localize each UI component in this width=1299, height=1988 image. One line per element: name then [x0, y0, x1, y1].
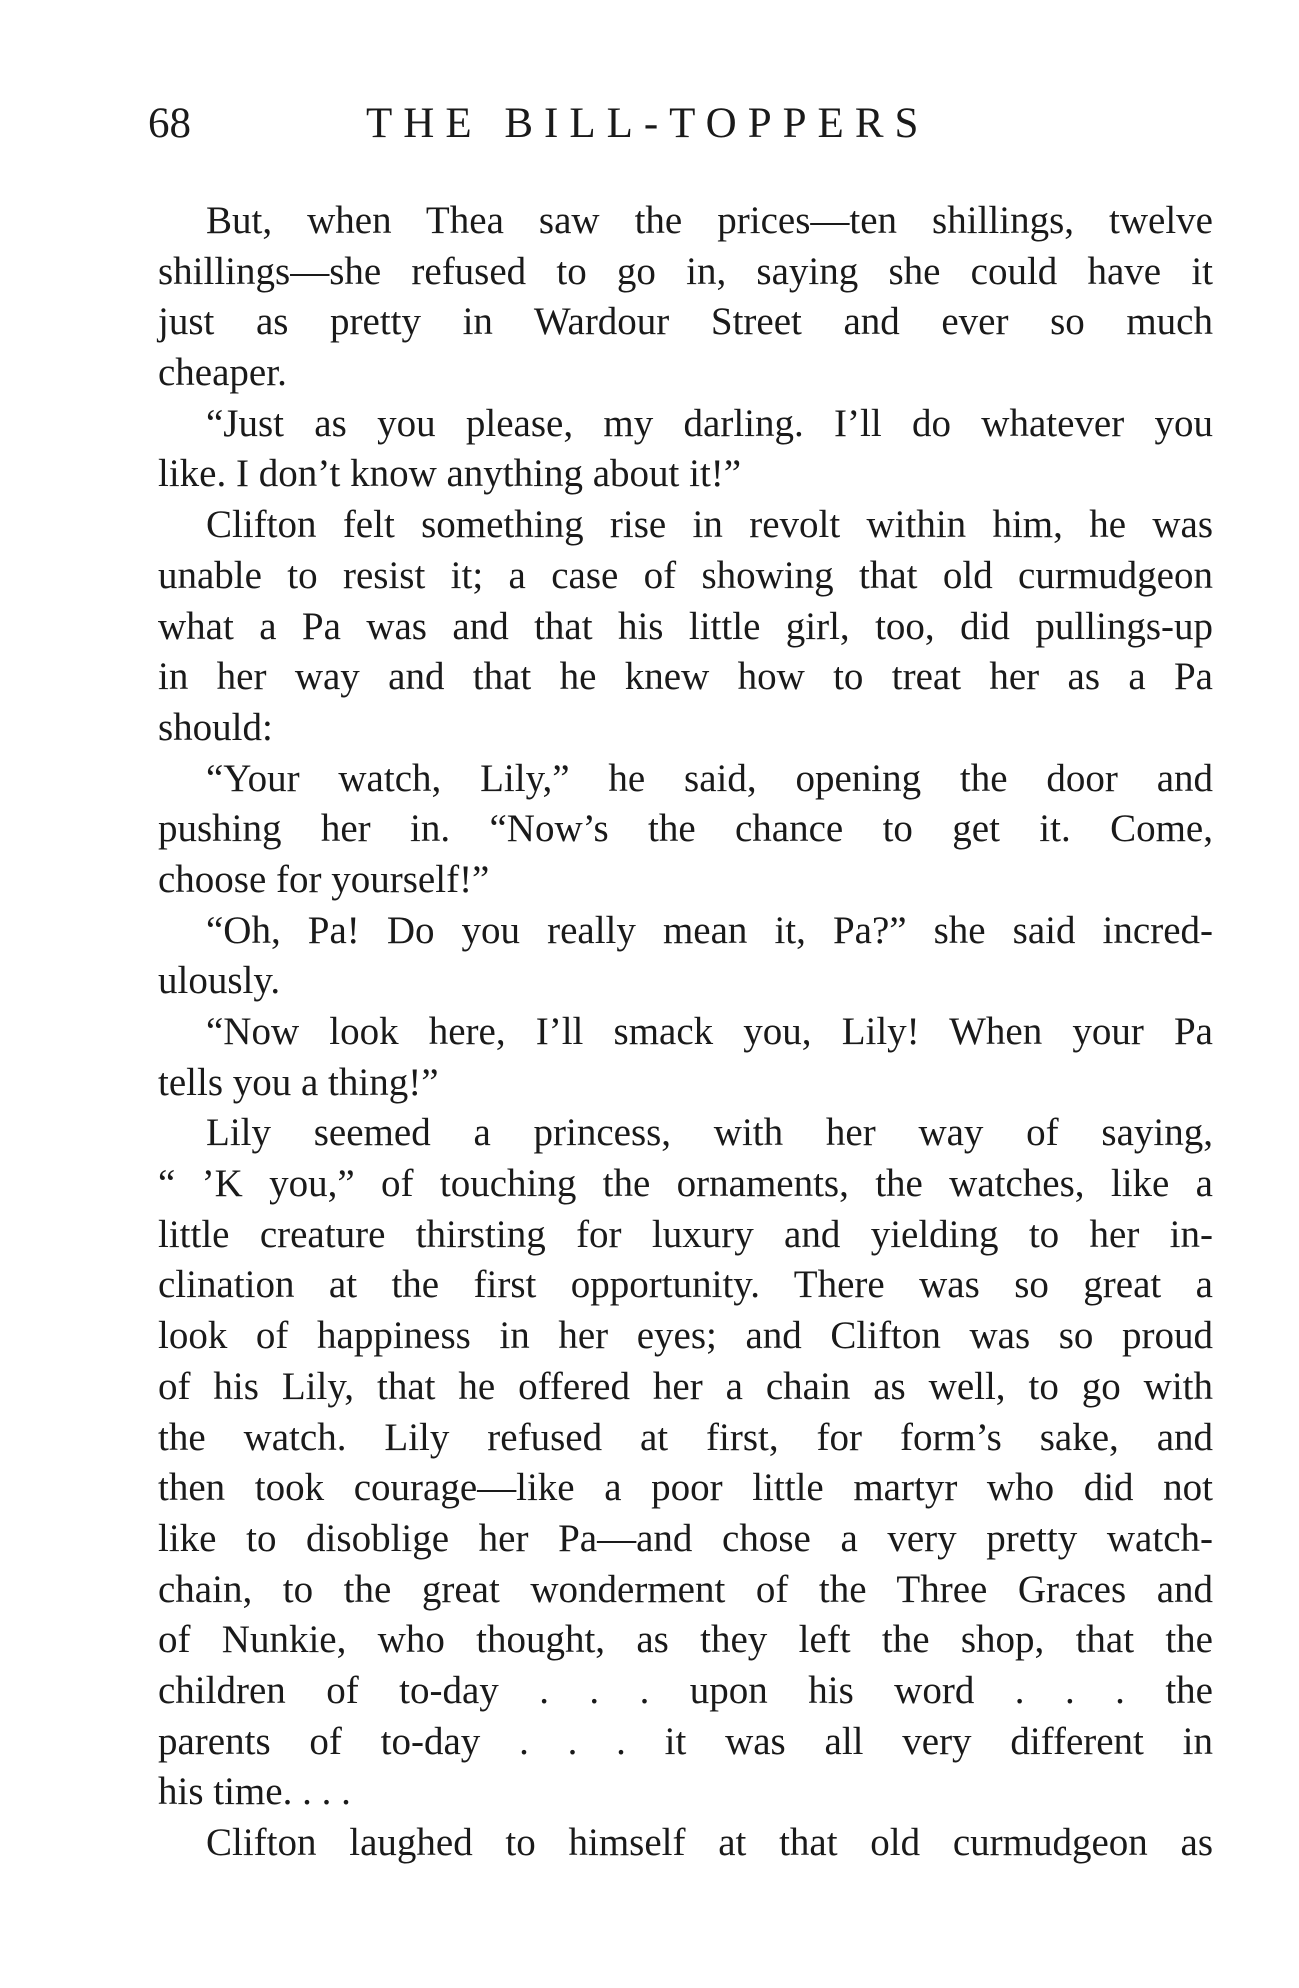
- text-line: Clifton felt something rise in revolt within him, he was: [206, 503, 1213, 547]
- text-line: clination at the first opportunity. There was so great a: [158, 1263, 1213, 1307]
- text-line: shillings—she refused to go in, saying she could have it: [158, 249, 1213, 293]
- text-line: choose for yourself!”: [158, 857, 490, 901]
- page-number: 68: [148, 100, 191, 147]
- running-title: THE BILL-TOPPERS: [366, 100, 930, 147]
- text-line: tells you a thing!”: [158, 1060, 439, 1104]
- text-line: pushing her in. “Now’s the chance to get it. Come,: [158, 807, 1213, 851]
- text-line: of his Lily, that he offered her a chain as well, to go with: [158, 1364, 1213, 1408]
- text-line: unable to resist it; a case of showing that old curmudgeon: [158, 553, 1213, 597]
- text-line: the watch. Lily refused at first, for form’s sake, and: [158, 1415, 1213, 1459]
- text-line: just as pretty in Wardour Street and ever so much: [158, 300, 1213, 344]
- text-line: of Nunkie, who thought, as they left the shop, that the: [158, 1618, 1213, 1662]
- text-line: little creature thirsting for luxury and yielding to her in-: [158, 1212, 1213, 1256]
- text-line: look of happiness in her eyes; and Clifton was so proud: [158, 1314, 1213, 1358]
- text-line: what a Pa was and that his little girl, too, did pullings-up: [158, 604, 1213, 648]
- text-line: like to disoblige her Pa—and chose a very pretty watch-: [158, 1516, 1213, 1560]
- text-line: cheaper.: [158, 351, 287, 395]
- text-line: ulously.: [158, 959, 281, 1003]
- text-line: then took courage—like a poor little martyr who did not: [158, 1466, 1213, 1510]
- text-line: But, when Thea saw the prices—ten shillings, twelve: [206, 199, 1213, 242]
- text-line: “Just as you please, my darling. I’ll do whatever you: [206, 401, 1213, 445]
- text-line: chain, to the great wonderment of the Three Graces and: [158, 1567, 1213, 1611]
- text-line: “Oh, Pa! Do you really mean it, Pa?” she said incred-: [206, 908, 1213, 952]
- text-line: in her way and that he knew how to treat her as a Pa: [158, 655, 1213, 699]
- text-line: Lily seemed a princess, with her way of saying,: [206, 1111, 1213, 1155]
- body-text: [158, 196, 1213, 1869]
- text-line: “Now look here, I’ll smack you, Lily! When your Pa: [206, 1010, 1213, 1053]
- text-line: parents of to-day . . . it was all very different in: [158, 1719, 1213, 1763]
- text-line: children of to-day . . . upon his word . . . the: [158, 1668, 1213, 1712]
- text-line: should:: [158, 705, 273, 749]
- text-line: Clifton laughed to himself at that old curmudgeon as: [206, 1821, 1213, 1864]
- text-line: like. I don’t know anything about it!”: [158, 452, 742, 496]
- running-head: [148, 94, 1208, 154]
- text-line: “ ’K you,” of touching the ornaments, the watches, like a: [158, 1162, 1213, 1206]
- text-line: his time. . . .: [158, 1770, 351, 1814]
- text-line: “Your watch, Lily,” he said, opening the door and: [206, 756, 1213, 800]
